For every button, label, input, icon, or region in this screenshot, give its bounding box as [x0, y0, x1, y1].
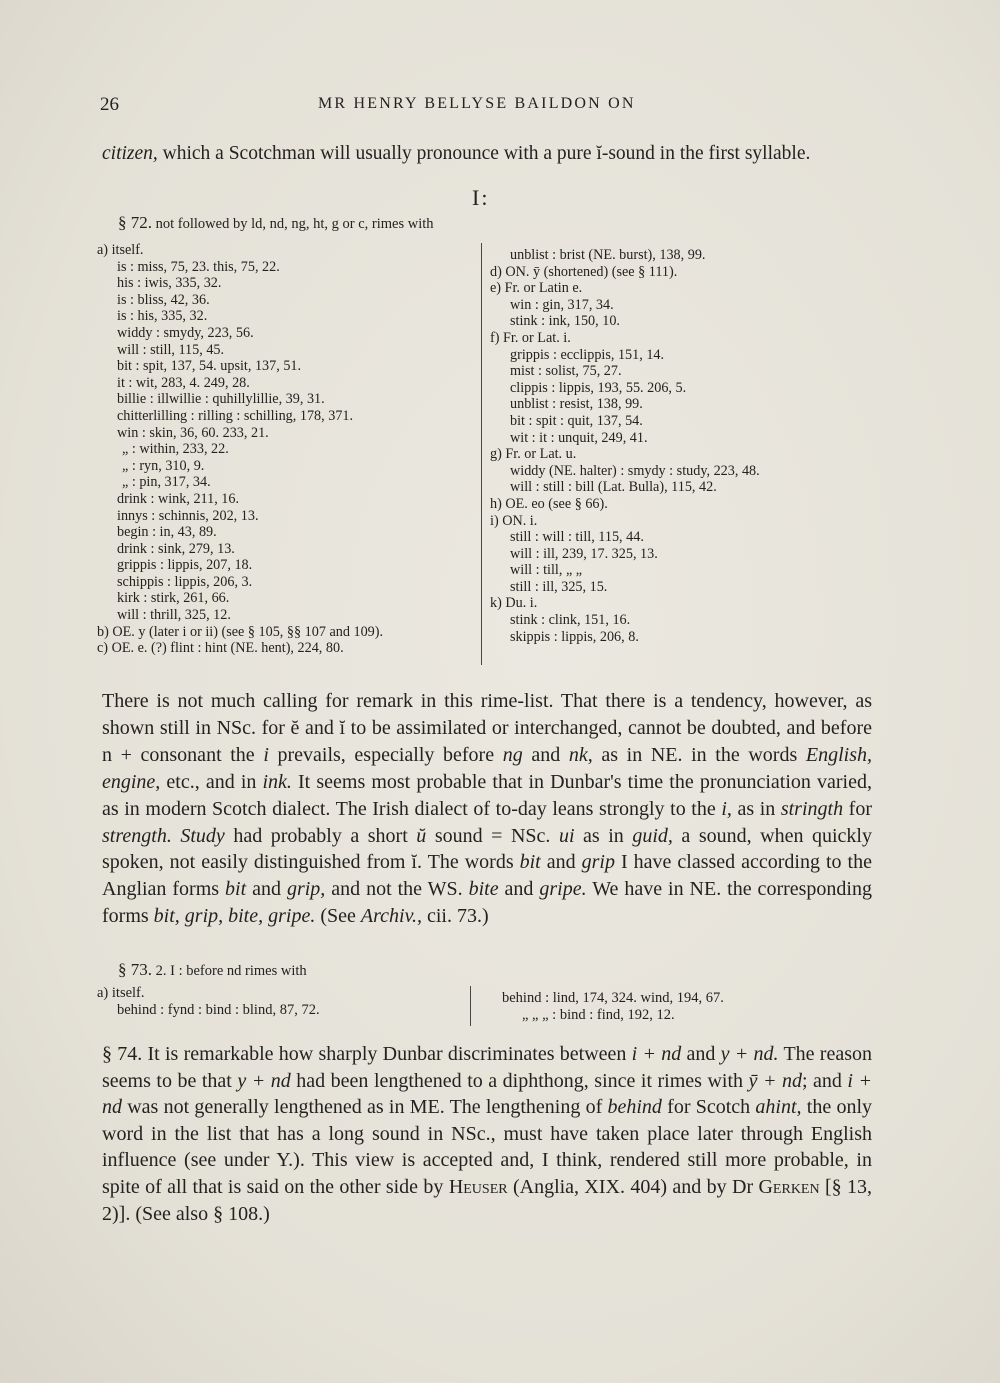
list-line: widdy : smydy, 223, 56.	[117, 324, 254, 341]
text-run: the only word in the list that has a long sound in NSc., must have taken place later through English influence (see under Y.). This view is accepted and, I think, rendered still more probable, in spite of all that is said on the other side by	[102, 1096, 872, 1198]
text-run: The reason seems to be that	[102, 1043, 872, 1092]
list-line: k) Du. i.	[490, 595, 538, 612]
list-line: his : iwis, 335, 32.	[117, 275, 222, 292]
text-run: It seems most probable that in Dunbar's time the pronunciation varied, as in modern Scotch dialect. The Irish dialect of to-day leans strongly to the	[102, 770, 872, 820]
s73-right-column	[502, 990, 862, 1024]
text-run: for	[843, 797, 872, 820]
text-run: as in	[574, 824, 633, 847]
list-line: a) itself.	[97, 242, 144, 258]
rime-list-left-column	[97, 242, 477, 657]
text-run: and	[498, 878, 540, 901]
italic-text: ŭ	[416, 824, 427, 847]
text-run: for Scotch	[661, 1096, 756, 1119]
italic-word: citizen,	[102, 143, 158, 164]
italic-text: guid,	[632, 824, 673, 847]
list-line: widdy (NE. halter) : smydy : study, 223, 48.	[510, 462, 760, 479]
section-72-heading	[118, 213, 434, 233]
italic-text: i + nd	[102, 1069, 872, 1119]
text-run: cii. 73.)	[421, 905, 489, 928]
list-line: grippis : lippis, 207, 18.	[117, 557, 253, 574]
list-line: „ : ryn, 310, 9.	[122, 457, 205, 474]
page-header	[100, 94, 870, 118]
column-divider	[470, 986, 471, 1026]
italic-text: y + nd.	[720, 1043, 779, 1065]
italic-text: grip	[581, 851, 615, 874]
text-run: and	[246, 878, 287, 901]
italic-text: i,	[721, 797, 732, 820]
s73-left-column	[97, 985, 457, 1019]
rime-list-right-column	[490, 247, 870, 645]
section-text: not followed by ld, nd, ng, ht, g or c, rimes with	[155, 216, 434, 232]
list-line: begin : in, 43, 89.	[117, 524, 217, 541]
text-run: had been lengthened to a diphthong, since it rimes with	[290, 1069, 749, 1092]
list-line: will : still : bill (Lat. Bulla), 115, 42.	[510, 479, 717, 496]
text-run: sound = NSc.	[426, 824, 559, 847]
list-line: behind : fynd : bind : blind, 87, 72.	[117, 1002, 320, 1018]
list-line: win : skin, 36, 60. 233, 21.	[117, 424, 269, 441]
list-line: billie : illwillie : quhillylillie, 39, 31.	[117, 391, 325, 408]
italic-text: nk,	[568, 743, 593, 766]
text-run: We have in NE. the corresponding forms	[102, 878, 872, 928]
list-line: win : gin, 317, 34.	[510, 296, 614, 313]
text-run: and not the WS.	[325, 878, 469, 901]
list-line: it : wit, 283, 4. 249, 28.	[117, 374, 250, 391]
italic-text: stringth	[780, 797, 844, 820]
list-line: will : till, „ „	[510, 562, 583, 579]
list-line: stink : ink, 150, 10.	[510, 313, 620, 330]
list-line: will : ill, 239, 17. 325, 13.	[510, 545, 658, 562]
list-line: skippis : lippis, 206, 8.	[510, 628, 639, 645]
italic-text: Archiv.,	[360, 905, 422, 928]
list-line: „ „ „ : bind : find, 192, 12.	[522, 1007, 675, 1023]
text-run: I have classed according to the Anglian forms	[102, 851, 872, 901]
commentary-paragraph	[102, 688, 872, 930]
list-line: d) ON. ȳ (shortened) (see § 111).	[490, 263, 678, 280]
list-line: is : his, 335, 32.	[117, 308, 208, 325]
list-line: behind : lind, 174, 324. wind, 194, 67.	[502, 990, 724, 1006]
list-line: bit : spit : quit, 137, 54.	[510, 412, 643, 429]
list-line: e) Fr. or Latin e.	[490, 280, 583, 297]
text-run: (See	[315, 905, 361, 928]
list-line: grippis : ecclippis, 151, 14.	[510, 346, 665, 363]
text-run: and	[681, 1043, 721, 1065]
list-line: stink : clink, 151, 16.	[510, 612, 631, 629]
text-run: ; and	[801, 1069, 848, 1092]
text-run: had probably a short	[224, 824, 417, 847]
text-run: etc., and in	[160, 770, 263, 793]
text-run: as in	[731, 797, 781, 820]
text-run: It is remarkable how sharply Dunbar discriminates between	[142, 1043, 632, 1065]
list-line: c) OE. e. (?) flint : hint (NE. hent), 224, 80.	[97, 640, 344, 657]
italic-text: y + nd	[237, 1069, 291, 1092]
list-line: g) Fr. or Lat. u.	[490, 446, 577, 463]
italic-text: grip,	[286, 878, 326, 901]
italic-text: gripe.	[539, 878, 587, 901]
text-run: § 74.	[102, 1043, 143, 1065]
list-line: kirk : stirk, 261, 66.	[117, 590, 230, 607]
list-line: „ : within, 233, 22.	[122, 441, 229, 458]
opening-paragraph	[102, 141, 872, 168]
italic-text: English, engine,	[102, 743, 872, 793]
list-line: „ : pin, 317, 34.	[122, 474, 211, 491]
list-line: chitterlilling : rilling : schilling, 178, 371.	[117, 407, 354, 424]
section-text: 2. I : before nd rimes with	[155, 963, 307, 979]
list-line: i) ON. i.	[490, 512, 538, 529]
list-line: still : will : till, 115, 44.	[510, 529, 644, 546]
list-line: unblist : brist (NE. burst), 138, 99.	[510, 247, 706, 263]
list-line: unblist : resist, 138, 99.	[510, 396, 643, 413]
section-73-heading	[118, 960, 307, 980]
text-run: as in NE. in the words	[592, 743, 806, 766]
italic-text: bit	[519, 851, 541, 874]
list-line: wit : it : unquit, 249, 41.	[510, 429, 648, 446]
text-run: Gerken	[758, 1175, 820, 1198]
list-line: a) itself.	[97, 985, 145, 1001]
text-run: prevails, especially before	[268, 743, 503, 766]
section-heading: I:	[472, 185, 490, 210]
italic-text: bit	[225, 878, 247, 901]
italic-text: ng	[502, 743, 523, 766]
list-line: mist : solist, 75, 27.	[510, 363, 622, 380]
section-number: § 73.	[118, 960, 152, 979]
text-run: and	[522, 743, 569, 766]
italic-text: behind	[607, 1096, 662, 1119]
list-line: clippis : lippis, 193, 55. 206, 5.	[510, 379, 687, 396]
list-line: will : thrill, 325, 12.	[117, 607, 231, 624]
text-run: was not generally lengthened as in ME. The lengthening of	[122, 1096, 608, 1119]
list-line: is : miss, 75, 23. this, 75, 22.	[117, 258, 280, 275]
text-run: There is not much calling for remark in this rime-list. That there is a tendency, however, as shown still in NSc. for ĕ and ĭ to be assimilated or interchanged, cannot be doubted, and before n + consonant the	[102, 690, 872, 766]
list-line: is : bliss, 42, 36.	[117, 291, 210, 308]
italic-text: ui	[558, 824, 575, 847]
italic-text: i	[263, 743, 269, 766]
text-run: and	[540, 851, 582, 874]
text-run: [§ 13, 2)]. (See also § 108.)	[102, 1175, 872, 1225]
list-line: b) OE. y (later i or ii) (see § 105, §§ 107 and 109).	[97, 623, 384, 640]
page-number: 26	[100, 94, 119, 115]
italic-text: i + nd	[631, 1043, 682, 1065]
list-line: still : ill, 325, 15.	[510, 578, 608, 595]
list-line: drink : sink, 279, 13.	[117, 540, 235, 557]
list-line: schippis : lippis, 206, 3.	[117, 573, 253, 590]
paragraph-text: which a Scotchman will usually pronounce with a pure ĭ-sound in the first syllable.	[157, 143, 811, 164]
text-run: Heuser	[448, 1175, 508, 1198]
running-title: MR HENRY BELLYSE BAILDON ON	[318, 95, 636, 112]
italic-text: bit, grip, bite, gripe.	[153, 905, 316, 928]
text-run: (Anglia, XIX. 404) and by Dr	[507, 1175, 759, 1198]
italic-text: strength. Study	[102, 824, 225, 847]
section-74-paragraph	[102, 1041, 872, 1227]
list-line: will : still, 115, 45.	[117, 341, 225, 358]
list-line: drink : wink, 211, 16.	[117, 490, 240, 507]
list-line: h) OE. eo (see § 66).	[490, 495, 608, 512]
italic-text: ȳ + nd	[748, 1069, 802, 1092]
list-line: innys : schinnis, 202, 13.	[117, 507, 259, 524]
list-line: f) Fr. or Lat. i.	[490, 329, 571, 346]
italic-text: bite	[468, 878, 499, 901]
column-divider	[481, 243, 482, 665]
list-line: bit : spit, 137, 54. upsit, 137, 51.	[117, 358, 302, 375]
italic-text: ink.	[262, 770, 292, 793]
italic-text: ahint,	[755, 1096, 802, 1119]
text-run: a sound, when quickly spoken, not easily distinguished from ĭ. The words	[102, 824, 872, 874]
section-number: § 72.	[118, 213, 152, 232]
